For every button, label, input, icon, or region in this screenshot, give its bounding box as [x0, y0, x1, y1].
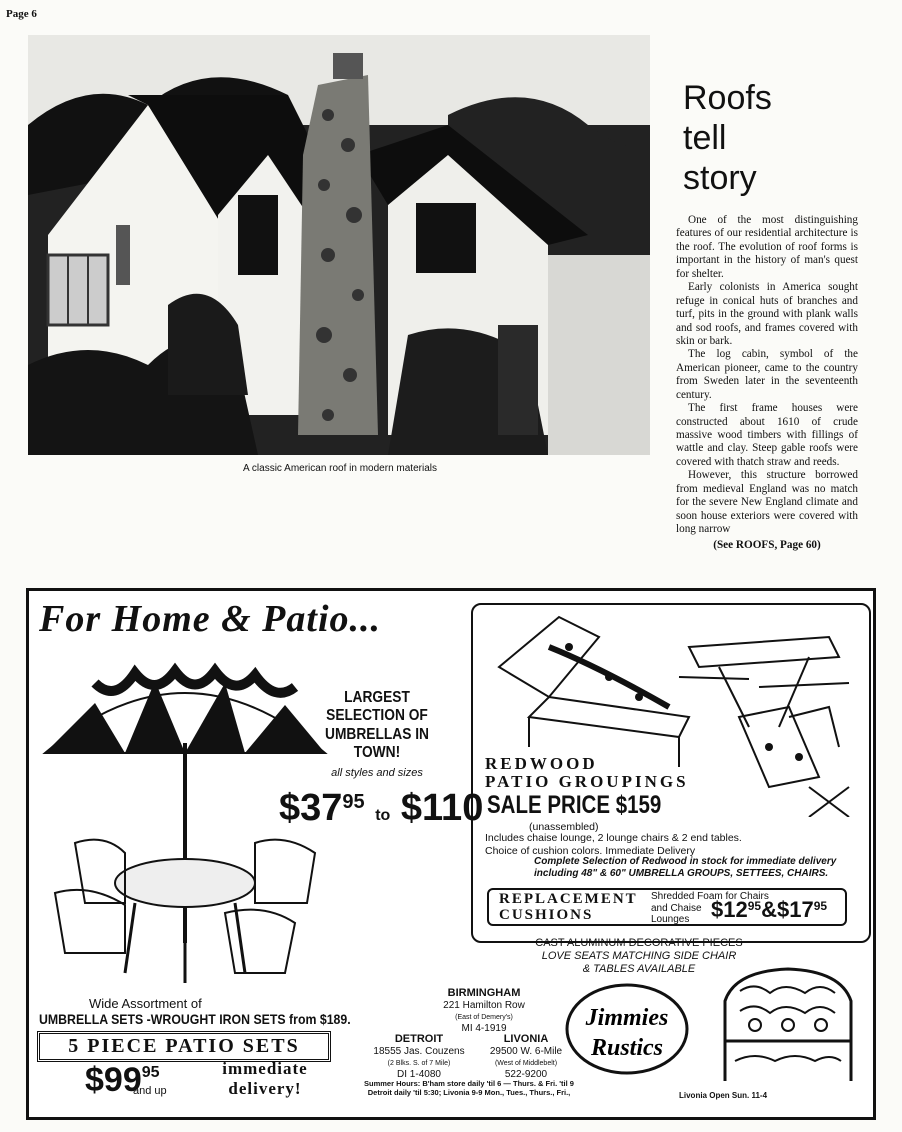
continued-note: (See ROOFS, Page 60) — [713, 538, 821, 551]
store-phone: MI 4-1919 — [461, 1022, 507, 1034]
immediate-delivery — [205, 1059, 325, 1100]
page-number: Page 6 — [6, 8, 37, 20]
umbrella-styles: all styles and sizes — [331, 767, 423, 779]
store-note: (West of Middlebelt) — [494, 1060, 558, 1068]
store-name: BIRMINGHAM — [447, 987, 521, 999]
cast-line-1: CAST ALUMINUM DECORATIVE PIECES — [535, 937, 743, 949]
umbrella-selection — [317, 689, 437, 763]
hours-line-2: Detroit daily 'til 5:30; Livonia 9-9 Mon., Tues., Thurs., Fri., — [367, 1088, 571, 1098]
store-address: 18555 Jas. Couzens — [373, 1045, 465, 1057]
redwood-includes — [485, 832, 845, 857]
cast-line-3: & TABLES AVAILABLE — [582, 963, 696, 976]
cushion-price-2: $17 — [776, 897, 814, 922]
article-paragraph: Early colonists in America sought refuge in conical huts of branches and turf, pits in the ground with plank walls and sod roofs, and frames covered with skin or bark. — [676, 281, 858, 347]
immediate-word: immediate — [222, 1059, 308, 1078]
article-paragraph: The first frame houses were constructed about 1610 of crude massive wood timbers with fillings of wattle and clay. Steep gable roofs were covered with thatch straw and reeds. — [676, 402, 858, 468]
umbrella-line: LARGEST — [344, 689, 410, 706]
logo-line-1: Jimmies — [585, 1005, 669, 1031]
chaise-line: and Chaise — [651, 903, 702, 914]
cast-line-2: LOVE SEATS MATCHING SIDE CHAIR — [541, 950, 737, 963]
umbrella-line: TOWN! — [353, 744, 401, 762]
sale-amount: $159 — [615, 791, 662, 819]
cushion-amp: & — [761, 897, 777, 922]
price-to-word: to — [375, 807, 391, 824]
livonia-sunday-hours: Livonia Open Sun. 11-4 — [679, 1091, 768, 1100]
store-note: (East of Demery's) — [455, 1014, 513, 1022]
photo-caption: A classic American roof in modern materials — [243, 463, 437, 474]
article-paragraph: The log cabin, symbol of the American pioneer, came to the country from Sweden later in the seventeenth century. — [676, 348, 858, 401]
price-to: $110 — [400, 787, 484, 829]
store-address: 221 Hamilton Row — [443, 999, 525, 1011]
redwood-sale-price — [487, 791, 661, 820]
store-phone: 522-9200 — [504, 1068, 548, 1080]
sale-label: SALE PRICE — [487, 791, 616, 819]
cushion-prices — [711, 897, 827, 923]
delivery-word: delivery! — [228, 1079, 302, 1099]
umbrella-line: UMBRELLAS IN — [325, 725, 429, 743]
patio-advertisement — [26, 588, 876, 1120]
unassembled-note: (unassembled) — [529, 821, 599, 833]
cushions-word: CUSHIONS — [499, 906, 594, 923]
store-address: 29500 W. 6-Mile — [489, 1045, 563, 1057]
store-detroit — [359, 1033, 479, 1080]
cushion-price-1-cents: 95 — [747, 899, 762, 913]
umbrella-line: SELECTION OF — [326, 707, 428, 725]
store-phone: DI 1-4080 — [397, 1068, 441, 1080]
includes-line: Includes chaise lounge, 2 lounge chairs & 2 end tables. — [485, 832, 742, 844]
replacement-word: REPLACEMENT — [499, 891, 638, 907]
shredded-foam: Shredded Foam for Chairs — [651, 891, 769, 902]
headline-line: tell — [683, 119, 727, 158]
house-photo — [28, 35, 650, 455]
article-body — [676, 214, 858, 552]
five-price-cents: 95 — [141, 1064, 160, 1081]
chaise-lounges — [651, 903, 711, 925]
logo-line-2: Rustics — [590, 1035, 664, 1061]
cushion-price-1: $12 — [711, 897, 748, 922]
store-note: (2 Blks. S. of 7 Mile) — [387, 1060, 451, 1068]
replacement-cushions-title — [499, 892, 638, 924]
redwood-title-line: PATIO GROUPINGS — [485, 771, 689, 791]
lounges-line: Lounges — [651, 914, 690, 925]
choice-line: Choice of cushion colors. Immediate Delivery — [485, 844, 696, 857]
cushion-price-2-cents: 95 — [813, 899, 828, 913]
hours-line-1: Summer Hours: B'ham store daily 'til 6 — Thurs. & Fri. 'til 9 — [364, 1079, 574, 1088]
store-birmingham — [409, 987, 559, 1034]
redwood-complete-selection: Complete Selection of Redwood in stock for immediate delivery including 48" & 60" UMBRELLA GROUPS, SETTEES, CHAIRS. — [534, 856, 837, 879]
five-piece-title: 5 PIECE PATIO SETS — [37, 1031, 331, 1062]
ad-headline: For Home & Patio... — [39, 598, 381, 640]
redwood-title-line: REDWOOD — [485, 754, 598, 773]
article-headline — [683, 78, 873, 198]
article-paragraph: However, this structure borrowed from medieval England was no match for the severe New England climate and soon house exteriors were covered with long narrow — [676, 469, 858, 536]
store-name: LIVONIA — [503, 1033, 549, 1045]
price-from-cents: 95 — [342, 791, 365, 813]
wide-assortment: Wide Assortment of — [89, 996, 202, 1011]
headline-line: Roofs — [683, 79, 772, 117]
redwood-title — [485, 755, 689, 791]
and-up: and up — [133, 1085, 167, 1097]
price-from: $37 — [279, 787, 343, 829]
store-name: DETROIT — [394, 1033, 444, 1045]
headline-line: story — [683, 159, 757, 198]
umbrella-price — [279, 787, 483, 830]
wrought-iron-sets: UMBRELLA SETS -WROUGHT IRON SETS from $189. — [39, 1011, 351, 1027]
store-hours — [329, 1079, 609, 1098]
article-paragraph: One of the most distinguishing features of our residential architecture is the roof. The evolution of roof forms is important in the history of man's quest for shelter. — [676, 214, 858, 280]
love-seat-illustration — [715, 961, 861, 1091]
five-price-dollars: $99 — [85, 1061, 142, 1099]
jimmies-rustics-logo — [561, 979, 693, 1079]
